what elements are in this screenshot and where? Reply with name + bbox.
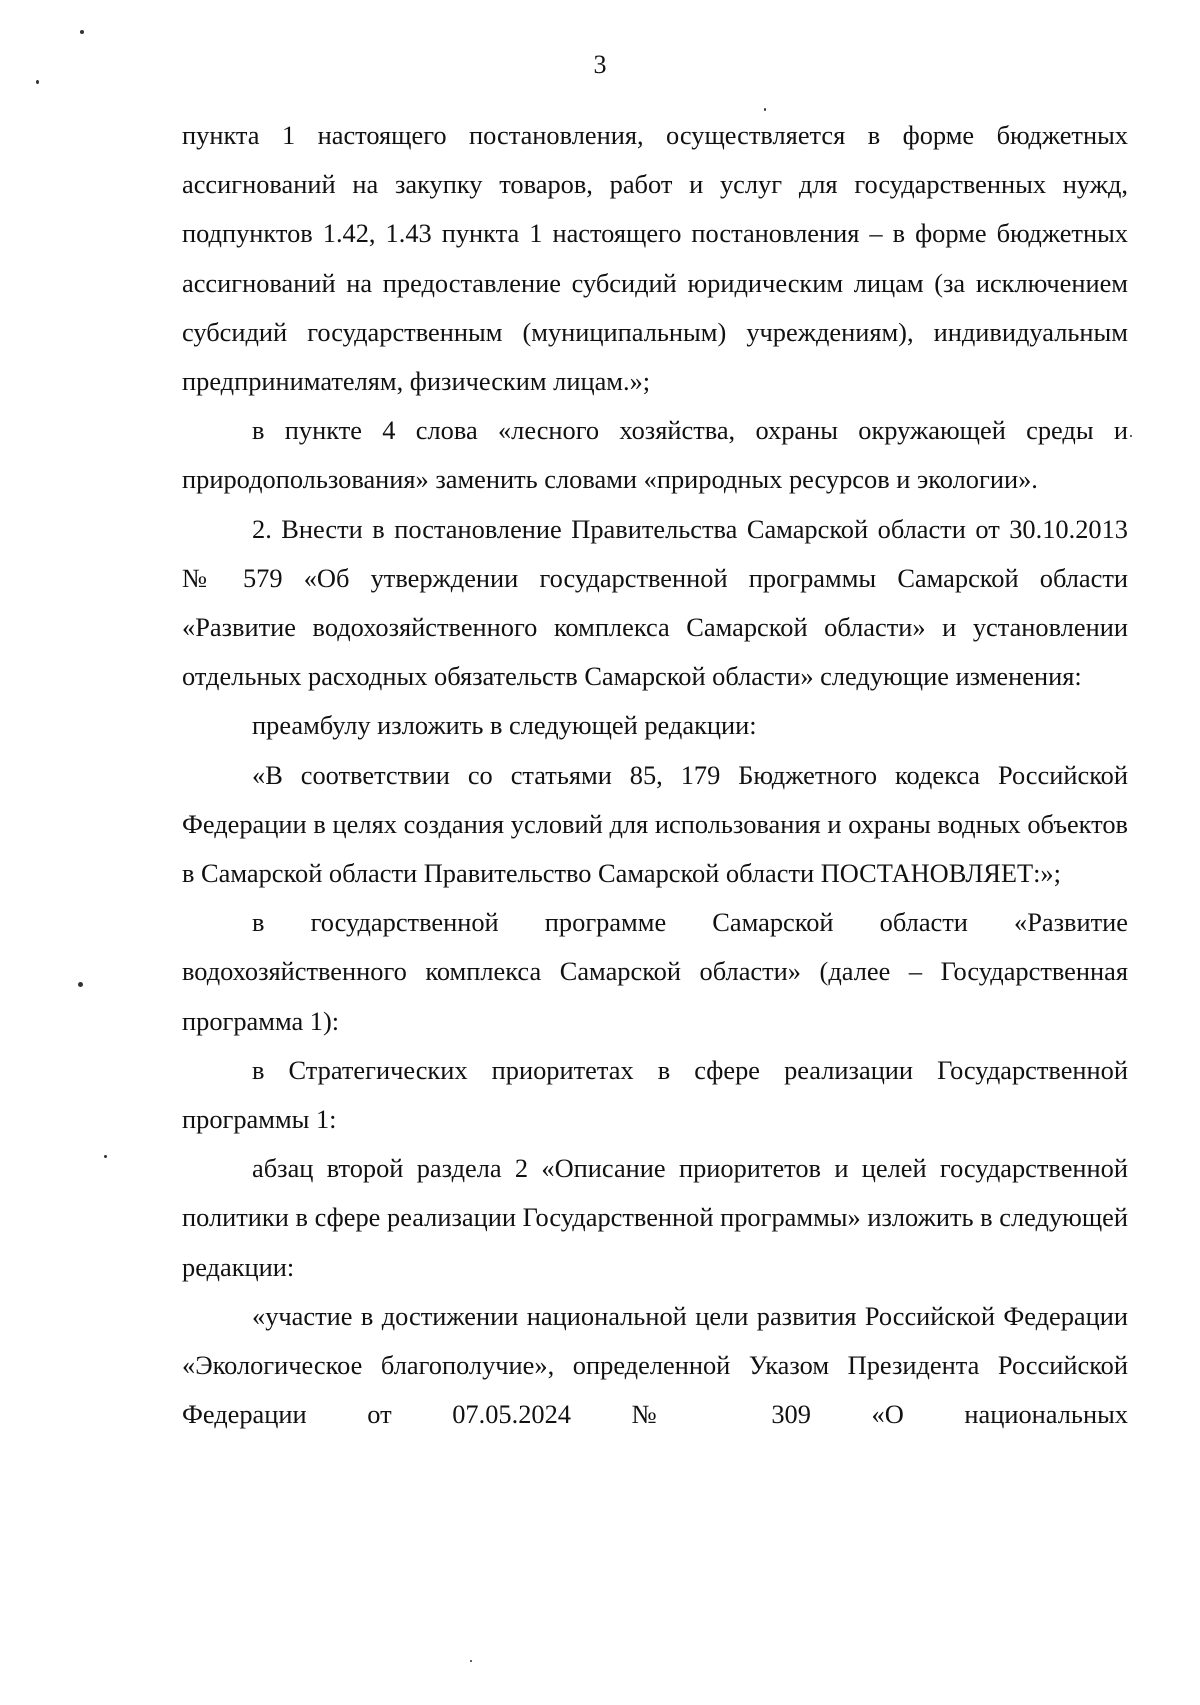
scan-speck (764, 108, 766, 111)
paragraph-strategic-priorities: в Стратегических приоритетах в сфере реализации Государственной программы 1: (182, 1054, 1128, 1135)
scan-speck (470, 1660, 472, 1662)
paragraph-section-2-paragraph-2: абзац второй раздела 2 «Описание приоритетов и целей государственной политики в сфере реализации Государственной программы» изложить в следующей редакции: (182, 1153, 1128, 1282)
paragraph-preamble-text: «В соответствии со статьями 85, 179 Бюджетного кодекса Российской Федерации в целях создания условий для использования и охраны водных объектов в Самарской области Правительство Самарской области ПОСТАНОВЛЯЕТ:»; (182, 759, 1128, 889)
paragraph-section-2: 2. Внести в постановление Правительства Самарской области от 30.10.2013 № 579 «Об утверждении государственной программы Самарской области «Развитие водохозяйственного комплекса Самарской области» и установлении отдельных расходных обязательств Самарской области» следующие изменения: (182, 513, 1128, 692)
paragraph-state-program: в государственной программе Самарской области «Развитие водохозяйственного комплекса Самарской области» (далее – Государственная программа 1): (182, 907, 1128, 1036)
scan-speck (80, 30, 84, 34)
paragraph-item-4-amendment: в пункте 4 слова «лесного хозяйства, охраны окружающей среды и природопользования» заменить словами «природных ресурсов и экологии». (182, 415, 1128, 495)
document-body (182, 111, 1128, 1439)
scan-speck (104, 1155, 107, 1158)
page-number: 3 (593, 50, 607, 79)
paragraph-continuation: пункта 1 настоящего постановления, осуществляется в форме бюджетных ассигнований на закупку товаров, работ и услуг для государственных нужд, подпунктов 1.42, 1.43 пункта 1 настоящего постановления – в форме бюджетных ассигнований на предоставление субсидий юридическим лицам (за исключением субсидий государственным (муниципальным) учреждениям), индивидуальным предпринимателям, физическим лицам.»; (182, 120, 1128, 397)
scan-speck (1130, 435, 1132, 437)
paragraph-national-goal: «участие в достижении национальной цели развития Российской Федерации «Экологическое благополучие», определенной Указом Президента Российской Федерации от 07.05.2024 № 309 «О национальных (182, 1300, 1128, 1430)
paragraph-preamble-instruction: преамбулу изложить в следующей редакции: (252, 710, 757, 741)
scan-speck (78, 982, 83, 987)
scan-speck (36, 80, 39, 84)
